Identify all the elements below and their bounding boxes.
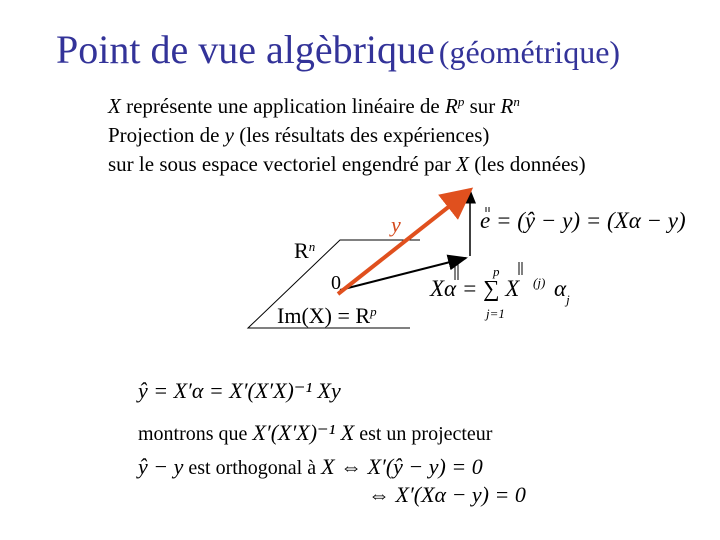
var-y: y	[224, 123, 234, 147]
sum-upper: p	[493, 264, 500, 279]
title-main: Point de vue algèbrique	[56, 27, 435, 72]
var-r: R	[445, 94, 458, 118]
eq3-rhs: X ⇔ X′(ŷ − y) = 0	[321, 454, 483, 479]
intro-text: sur le sous espace vectoriel engendré par	[108, 152, 457, 176]
sup-n: n	[513, 94, 520, 109]
image-label	[277, 303, 377, 329]
equation-1: ŷ = X′α = X′(X′X)⁻¹ Xy	[138, 378, 341, 403]
intro-text: représente une application linéaire de	[120, 94, 446, 118]
origin-label: 0	[331, 272, 341, 294]
eq3-label: est orthogonal à	[183, 457, 322, 479]
var-x: X	[456, 152, 469, 176]
intro-text: (les données)	[468, 152, 586, 176]
residual-equation: e = (ŷ − y) = (Xα − y)	[480, 208, 686, 233]
intro-text: (les résultats des expériences)	[233, 123, 490, 147]
eq2-tail: est un projecteur	[354, 423, 493, 445]
title-parenthetical: (géométrique)	[438, 34, 621, 70]
var-r: R	[500, 94, 514, 118]
y-label: y	[391, 212, 401, 237]
sup-p: p	[457, 94, 465, 109]
image-text: Im(X) = R	[277, 303, 371, 328]
eq2-math: X′(X′X)⁻¹ X	[252, 420, 355, 445]
rn-sup: n	[308, 239, 316, 254]
alpha-sub: j	[566, 292, 570, 307]
eq2-label: montrons que	[138, 423, 253, 445]
sum-lower: j=1	[486, 306, 505, 321]
intro-text: sur	[464, 94, 501, 118]
alpha: α	[554, 276, 567, 301]
intro-text: Projection de	[108, 123, 225, 147]
rn-letter: R	[294, 238, 309, 263]
var-x: X	[108, 94, 121, 118]
rn-label	[294, 238, 315, 264]
equation-3	[138, 454, 483, 480]
eq3-math: ŷ − y	[138, 454, 184, 479]
xj-sup: (j)	[533, 275, 546, 290]
equation-2	[138, 420, 492, 446]
image-sup: p	[370, 304, 377, 319]
alpha-j	[554, 276, 570, 308]
projection-equation: Xα = ∑ X	[430, 276, 520, 301]
equation-4: ⇔ X′(Xα − y) = 0	[368, 482, 526, 507]
